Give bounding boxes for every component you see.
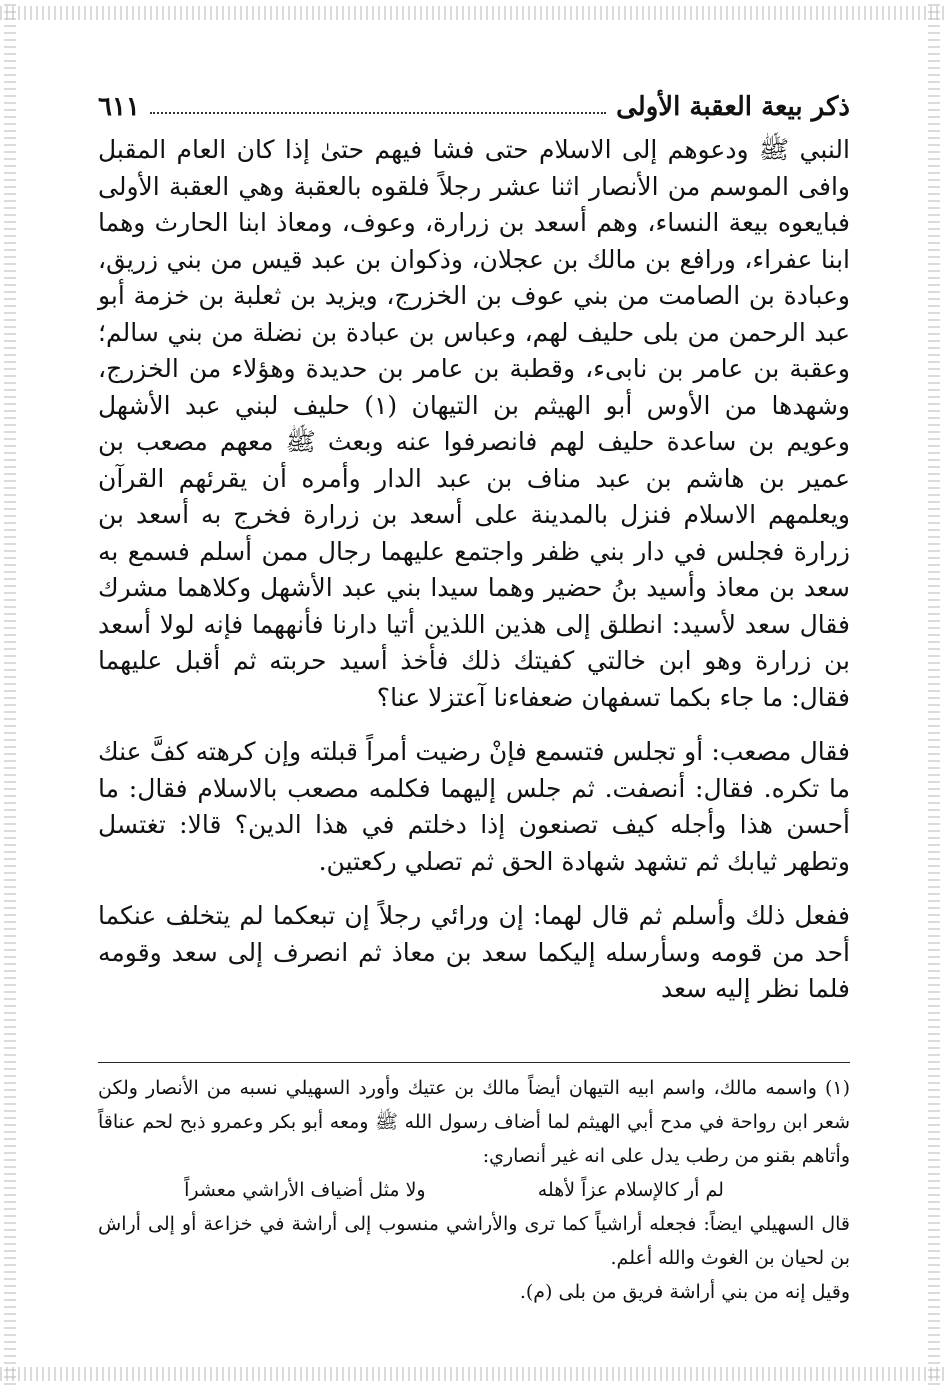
footnote-1-text: (١) واسمه مالك، واسم ابيه التيهان أيضاً مالك بن عتيك وأورد السهيلي نسبه من الأنصار ولكن شعر ابن رواحة في مدح أبي الهيثم لما أضاف رسول الله ﷺ ومعه أبو بكر وعمرو ذبح لحم عناقاً وأتاهم بقنو من رطب يدل على انه غير أنصاري: [98, 1076, 850, 1167]
poem-second-hemistich: ولا مثل أضياف الأراشي معشراً [184, 1178, 426, 1201]
poem-first-hemistich: لم أر كالإسلام عزاً لأهله [537, 1178, 724, 1201]
footnotes [98, 1071, 850, 1309]
decorative-border-top [0, 6, 944, 20]
page-number: ٦١١ [98, 92, 140, 122]
chapter-title: ذكر بيعة العقبة الأولى [616, 92, 850, 122]
header-dot-leader [150, 111, 606, 114]
paragraph-3: ففعل ذلك وأسلم ثم قال لهما: إن ورائي رجلاً إن تبعكما لم يتخلف عنكما أحد من قومه وسأرسله إليكما سعد بن معاذ ثم انصرف إلى سعد وقومه فلما نظر إليه سعد [98, 901, 850, 1003]
book-page [98, 82, 850, 1309]
running-header [98, 82, 850, 122]
decorative-border-right [928, 0, 940, 1385]
paragraph-1: النبي ﷺ ودعوهم إلى الاسلام حتى فشا فيهم حتىٰ إذا كان العام المقبل وافى الموسم من الأنصار اثنا عشر رجلاً فلقوه بالعقبة وهي العقبة الأولى فبايعوه بيعة النساء، وهم أسعد بن زرارة، وعوف، ومعاذ ابنا الحارث وهما ابنا عفراء، ورافع بن مالك بن عجلان، وذكوان بن عبد قيس من بني زريق، وعبادة بن الصامت من بني عوف بن الخزرج، ويزيد بن ثعلبة بن خزمة أبو عبد الرحمن من بلى حليف لهم، وعباس بن عبادة بن نضلة من بني سالم؛ وعقبة بن عامر بن نابىء، وقطبة بن عامر بن حديدة وهؤلاء من الخزرج، وشهدها من الأوس أبو الهيثم بن التيهان (١) حليف لبني عبد الأشهل وعويم بن ساعدة حليف لهم فانصرفوا عنه وبعث ﷺ معهم مصعب بن عمير بن هاشم بن عبد مناف بن عبد الدار وأمره أن يقرئهم القرآن ويعلمهم الاسلام فنزل بالمدينة على أسعد بن زرارة فخرج به أسعد بن زرارة فجلس في دار بني ظفر واجتمع عليهما رجال ممن أسلم فسمع به سعد بن معاذ وأسيد بنُ حضير وهما سيدا بني عبد الأشهل وكلاهما مشرك فقال سعد لأسيد: انطلق إلى هذين اللذين أتيا دارنا فأنههما فإنه لولا أسعد بن زرارة وهو ابن خالتي كفيتك ذلك فأخذ أسيد حربته ثم أقبل عليهما فقال: ما جاء بكما تسفهان ضعفاءنا آعتزلا عنا؟ [98, 135, 850, 712]
decorative-border-left [4, 0, 16, 1385]
decorative-border-bottom [0, 1367, 944, 1381]
paragraph-2: فقال مصعب: أو تجلس فتسمع فإنْ رضيت أمراً قبلته وإن كرهته كفَّ عنك ما تكره. فقال: أنصفت. ثم جلس إليهما فكلمه مصعب بالاسلام فقال: ما أحسن هذا وأجله كيف تصنعون إذا دخلتم في هذا الدين؟ قالا: تغتسل وتطهر ثيابك ثم تشهد شهادة الحق ثم تصلي ركعتين. [98, 737, 850, 876]
footnote-separator [98, 1062, 850, 1063]
footnote-poem-verse [98, 1173, 850, 1207]
footnote-1-last-line: وقيل إنه من بني أراشة فريق من بلى (م). [519, 1280, 850, 1303]
main-text [98, 132, 850, 1008]
footnote-1-continuation: قال السهيلي ايضاً: فجعله أراشياً كما ترى والأراشي منسوب إلى أراشة في خزاعة أو إلى أراش بن لحيان بن الغوث والله أعلم. [98, 1212, 850, 1269]
